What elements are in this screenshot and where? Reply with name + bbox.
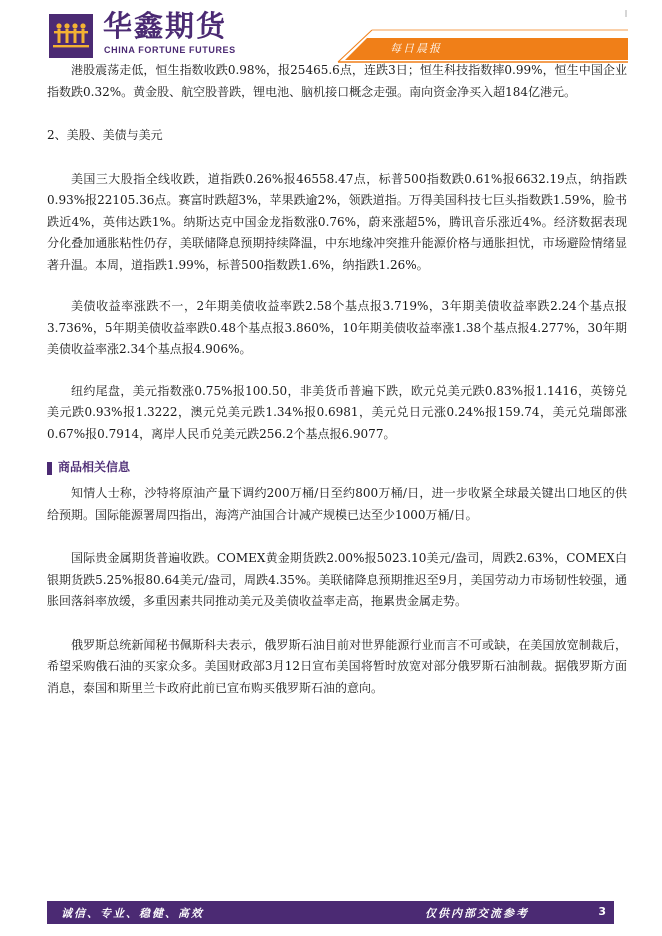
commodity-section-heading	[47, 457, 627, 479]
page-number: 3	[598, 905, 606, 918]
commodity-section-title: 商品相关信息	[58, 460, 131, 475]
section-marker-icon	[47, 462, 52, 475]
russia-oil-paragraph: 俄罗斯总统新闻秘书佩斯科夫表示，俄罗斯石油目前对世界能源行业而言不可或缺，在美国放宽制裁后，希望采购俄石油的买家众多。美国财政部3月12日宣布美国将暂时放宽对部分俄罗斯石油制裁。据俄罗斯方面消息，泰国和斯里兰卡政府此前已宣布购买俄罗斯石油的意向。	[47, 637, 627, 695]
footer-motto: 诚信、专业、稳健、高效	[61, 907, 204, 920]
us-stock-paragraph: 美国三大股指全线收跌，道指跌0.26%报46558.47点，标普500指数跌0.61%报6632.19点，纳指跌0.93%报22105.36点。赛富时跌超3%，苹果跌逾2%，领跌道指。万得美国科技七巨头指数跌1.59%，脸书跌近4%，英伟达跌1%。纳斯达克中国金龙指数涨0.76%，蔚来涨超5%，腾讯音乐涨近4%。经济数据表现分化叠加通胀粘性仍存，美联储降息预期持续降温，中东地缘冲突推升能源价格与通胀担忧，市场避险情绪显著升温。本周，道指跌1.99%，标普500指数跌1.6%，纳指跌1.26%。	[47, 171, 627, 272]
us-bond-paragraph: 美债收益率涨跌不一，2年期美债收益率跌2.58个基点报3.719%，3年期美债收益率跌2.24个基点报3.736%，5年期美债收益率跌0.48个基点报3.860%，10年期美债收益率涨1.38个基点报4.277%，30年期美债收益率涨2.34个基点报4.906%。	[47, 299, 627, 356]
precious-metals-paragraph: 国际贵金属期货普遍收跌。COMEX黄金期货跌2.00%报5023.10美元/盎司，周跌2.63%，COMEX白银期货跌5.25%报80.64美元/盎司，周跌4.35%。美联储降息预期推迟至9月，美国劳动力市场韧性较强，通胀回落斜率放缓，多重因素共同推动美元及美债收益率走高，拖累贵金属走势。	[47, 551, 627, 608]
us-market-subheading: 2、美股、美债与美元	[47, 128, 163, 142]
footer-notice: 仅供内部交流参考	[425, 907, 529, 920]
report-body	[47, 60, 627, 699]
brand-name-en: CHINA FORTUNE FUTURES	[104, 45, 236, 55]
brand-name-cn: 华鑫期货	[103, 9, 228, 43]
fx-paragraph: 纽约尾盘，美元指数涨0.75%报100.50，非美货币普遍下跌，欧元兑美元跌0.83%报1.1416，英镑兑美元跌0.93%报1.3222，澳元兑美元跌1.34%报0.6981，美元兑日元涨0.24%报159.74，美元兑瑞郎涨0.67%报0.7914，离岸人民币兑美元跌256.2个基点报6.9077。	[47, 383, 627, 441]
page-footer	[47, 901, 614, 924]
page-header	[0, 0, 662, 64]
hk-market-paragraph: 港股震荡走低，恒生指数收跌0.98%，报25465.6点，连跌3日；恒生科技指数摔0.99%，恒生中国企业指数跌0.32%。黄金股、航空股普跌，锂电池、脑机接口概念走强。南向资金净买入超184亿港元。	[47, 63, 627, 99]
oil-news-paragraph: 知情人士称，沙特将原油产量下调约200万桶/日至约800万桶/日，进一步收紧全球最关键出口地区的供给预期。国际能源署周四指出，海湾产油国合计减产规模已达至少1000万桶/日。	[47, 486, 627, 522]
report-title: 每日晨报	[390, 42, 442, 55]
report-title-banner	[345, 38, 628, 60]
